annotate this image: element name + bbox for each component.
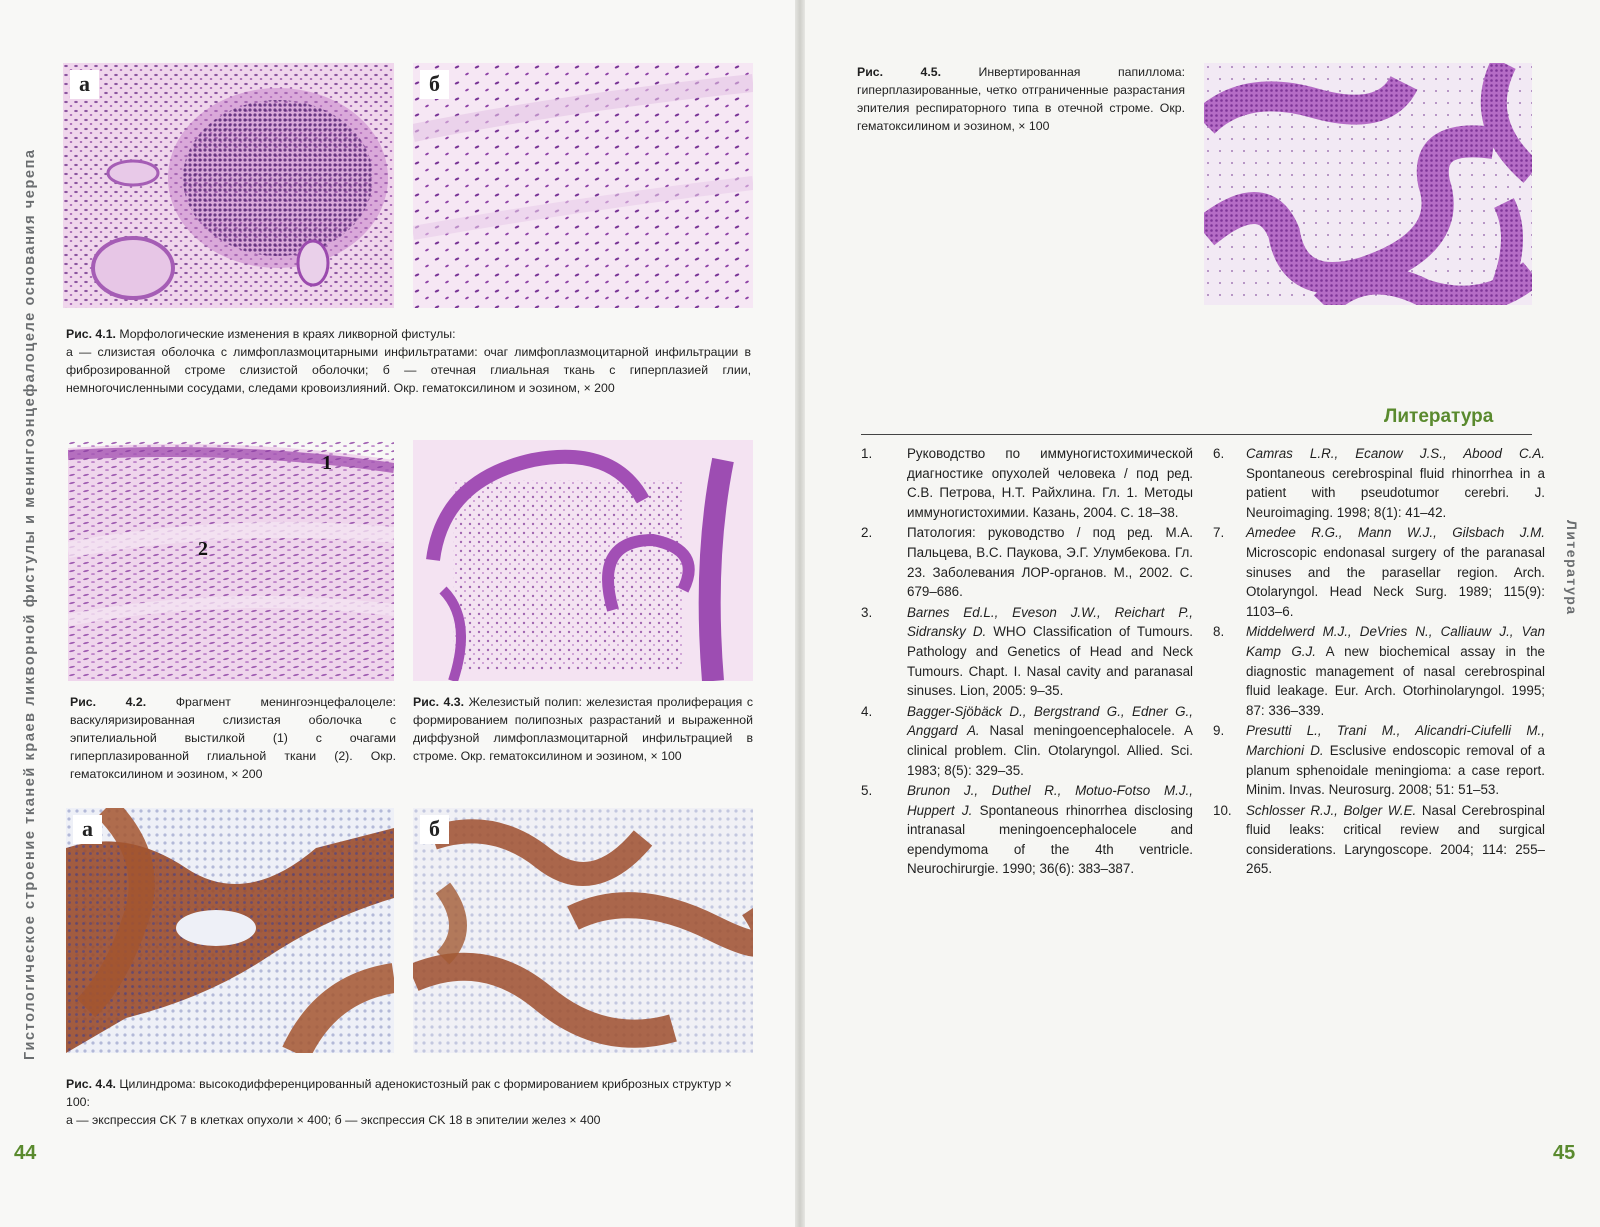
reference-item: [1213, 801, 1545, 879]
ihc-stain-texture: [413, 808, 753, 1053]
caption-label: Рис. 4.4.: [66, 1077, 116, 1091]
label-2: 2: [198, 538, 208, 560]
reference-list-left: [861, 444, 1193, 880]
ref-number: 3.: [861, 604, 873, 620]
ref-number: 10.: [1213, 802, 1232, 818]
reference-item: [1213, 523, 1545, 621]
ref-text: Microscopic endonasal surgery of the paranasal sinuses and the parasellar region. Arch. Otolaryngol. Head Neck Surg. 1989; 115(9): 1103–6.: [1246, 544, 1545, 619]
figure-4-4a-micrograph: [66, 808, 394, 1053]
panel-letter-b: б: [420, 815, 449, 844]
book-spine: [795, 0, 805, 1227]
caption-text: а — экспрессия CK 7 в клетках опухоли × 400; б — экспрессия CK 18 в эпителии желез × 400: [66, 1113, 601, 1127]
ref-authors: Bagger-Sjöbäck D., Bergstrand G., Edner G., Anggard A.: [907, 703, 1193, 739]
ref-text: Nasal meningoencephalocele. A clinical problem. Clin. Otolaryngol. Allied. Sci. 1983; 8(5): 329–35.: [907, 723, 1193, 778]
caption-text: Железистый полип: железистая пролиферация с формированием полипозных разрастаний и выраженной диффузной лимфоплазмоцитарной инфильтрацией в строме. Окр. гематоксилином и эозином, × 100: [413, 695, 754, 763]
caption-text: Фрагмент менингоэнцефалоцеле: васкуляризированная слизистая оболочка с эпителиальной выстилкой (1) с очагами гиперплазированной глиальной ткани (2). Окр. гематоксилином и эозином, × 200: [70, 695, 396, 781]
ref-text: Патология: руководство / под ред. М.А. Пальцева, В.С. Паукова, Э.Г. Улумбекова. Гл. 23. Заболевания ЛОР-органов. М., 2002. С. 679–686.: [907, 525, 1193, 600]
ref-number: 2.: [861, 525, 873, 541]
caption-label: Рис. 4.2.: [70, 695, 147, 709]
ref-authors: Middelwerd M.J., DeVries N., Calliauw J., Van Kamp G.J.: [1246, 624, 1545, 659]
literature-rule: [861, 434, 1532, 435]
left-side-title: Гистологическое строение тканей краев ликворной фистулы и менингоэнцефалоцеле основания черепа: [22, 148, 38, 1060]
reference-list-right: [1213, 444, 1545, 880]
he-stain-texture: [413, 63, 753, 308]
ref-text: Руководство по иммуногистохимической диагностике опухолей человека / под ред. С.В. Петрова, Н.Т. Райхлина. Гл. 1. Методы иммуногистохимии. Казань, 2004. С. 18–38.: [907, 446, 1193, 520]
page-number-left: 44: [14, 1142, 37, 1164]
reference-item: [1213, 622, 1545, 720]
caption-text: Инвертированная папиллома: гиперплазированные, четко отграниченные разрастания эпителия респираторного типа в отечной строме. Окр. гематоксилином и эозином, × 100: [857, 65, 1186, 133]
panel-letter-a: а: [70, 70, 99, 99]
reference-item: [861, 781, 1193, 879]
ref-text: Nasal Cerebrospinal fluid leaks: critical review and surgical considerations. Laryngoscope. 2004; 114: 255–265.: [1246, 802, 1545, 877]
ref-number: 5.: [861, 783, 873, 799]
ref-number: 9.: [1213, 723, 1225, 739]
caption-label: Рис. 4.1.: [66, 327, 116, 341]
ref-number: 8.: [1213, 624, 1225, 640]
caption-title: Цилиндрома: высокодифференцированный аденокистозный рак с формированием криброзных структур × 100:: [66, 1077, 732, 1109]
panel-letter-b: б: [420, 70, 449, 99]
caption-text: а — слизистая оболочка с лимфоплазмоцитарными инфильтратами: очаг лимфоплазмоцитарной инфильтрации в фиброзированной строме слизистой оболочки; б — отечная глиальная ткань с гиперплазией глии, немногочисленными сосудами, следами кровоизлияний. Окр. гематоксилином и эозином, × 200: [66, 345, 751, 395]
figure-4-5-micrograph: [1204, 63, 1532, 305]
figure-4-2-caption: [70, 693, 396, 783]
page-number-right: 45: [1553, 1142, 1576, 1164]
reference-item: [1213, 721, 1545, 799]
ref-number: 7.: [1213, 525, 1225, 541]
ref-text: Spontaneous cerebrospinal fluid rhinorrhea in a patient with pseudotumor cerebri. J. Neuroimaging. 1998; 8(1): 41–42.: [1246, 465, 1545, 520]
figure-4-3-caption: [413, 693, 753, 765]
ref-authors: Schlosser R.J., Bolger W.E.: [1246, 802, 1417, 818]
ihc-stain-texture: [66, 808, 394, 1053]
figure-4-4b-micrograph: [413, 808, 753, 1053]
ref-text: A new biochemical assay in the diagnostic management of nasal cerebrospinal fluid leakage. Eur. Arch. Otorhinolaryngol. 1995; 87: 336–339.: [1246, 643, 1545, 718]
panel-letter-a: а: [73, 815, 102, 844]
ref-authors: Barnes Ed.L., Eveson J.W., Reichart P., Sidransky D.: [907, 604, 1193, 640]
ref-number: 6.: [1213, 446, 1225, 461]
ref-number: 4.: [861, 703, 873, 719]
reference-item: [861, 444, 1193, 522]
caption-title: Морфологические изменения в краях ликворной фистулы:: [119, 327, 456, 341]
reference-item: [861, 603, 1193, 701]
he-stain-texture: [63, 63, 394, 308]
he-stain-texture: [1204, 63, 1532, 305]
he-stain-texture: [413, 440, 753, 681]
figure-4-1a-micrograph: [63, 63, 394, 308]
he-stain-texture: [68, 440, 394, 681]
right-side-title: Литература: [1564, 520, 1580, 616]
ref-text: Spontaneous rhinorrhea disclosing intranasal meningoencephalocele and ependymoma of the 4th ventricle. Neurochirurgie. 1990; 36(6): 383–387.: [907, 802, 1193, 877]
literature-heading: Литература: [1384, 406, 1494, 427]
reference-item: [1213, 444, 1545, 522]
ref-authors: Camras L.R., Ecanow J.S., Abood C.A.: [1246, 446, 1545, 461]
reference-item: [861, 523, 1193, 601]
figure-4-4-caption: [66, 1075, 756, 1129]
reference-item: [861, 702, 1193, 780]
figure-4-5-caption: [857, 63, 1185, 135]
figure-4-2-micrograph: [68, 440, 394, 681]
caption-label: Рис. 4.5.: [857, 65, 942, 79]
ref-text: Esclusive endoscopic removal of a planum sphenoidale meningioma: a case report. Minim. Invas. Neurosurg. 2008; 51: 51–53.: [1246, 742, 1545, 798]
figure-4-3-micrograph: [413, 440, 753, 681]
label-1: 1: [322, 452, 332, 474]
ref-authors: Brunon J., Duthel R., Motuo-Fotso M.J., Huppert J.: [907, 783, 1193, 818]
ref-text: WHO Classification of Tumours. Pathology and Genetics of Head and Neck Tumours. Chapt. I. Nasal cavity and paranasal sinuses. Lion, 2005: 9–35.: [907, 624, 1193, 699]
ref-authors: Amedee R.G., Mann W.J., Gilsbach J.M.: [1246, 525, 1545, 541]
ref-authors: Presutti L., Trani M., Alicandri-Ciufelli M., Marchioni D.: [1246, 723, 1545, 758]
figure-4-1-caption: [66, 325, 751, 397]
ref-number: 1.: [861, 446, 873, 461]
figure-4-1b-micrograph: [413, 63, 753, 308]
caption-label: Рис. 4.3.: [413, 695, 465, 709]
